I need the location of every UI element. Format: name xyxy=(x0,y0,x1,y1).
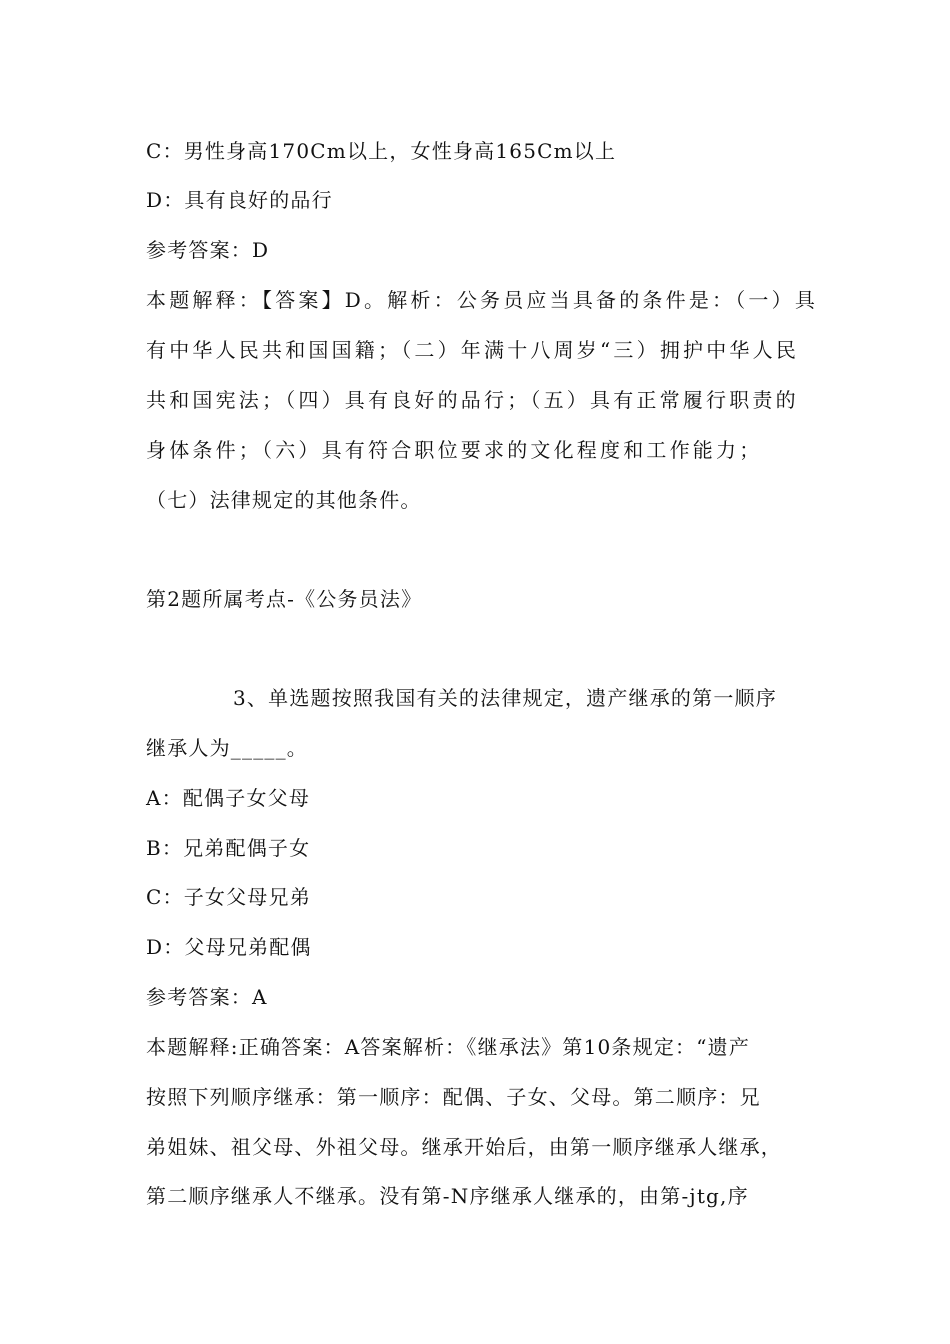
q3-option-c: C：子女父母兄弟 xyxy=(146,885,311,909)
q3-explanation-line: 本题解释:正确答案：A答案解析：《继承法》第10条规定：“遗产 xyxy=(146,1035,751,1059)
q2-option-c: C：男性身高170Cm以上，女性身高165Cm以上 xyxy=(146,139,617,163)
q3-option-a: A：配偶子女父母 xyxy=(146,786,311,810)
q2-answer: 参考答案：D xyxy=(146,238,270,262)
q3-explanation-line: 弟姐妹、祖父母、外祖父母。继承开始后，由第一顺序继承人继承， xyxy=(146,1135,782,1159)
q3-option-b: B：兄弟配偶子女 xyxy=(146,836,311,860)
q2-explanation-line: （七）法律规定的其他条件。 xyxy=(146,488,422,512)
q2-topic: 第2题所属考点-《公务员法》 xyxy=(146,587,423,611)
q2-option-d: D：具有良好的品行 xyxy=(146,188,333,212)
q3-explanation-line: 按照下列顺序继承：第一顺序：配偶、子女、父母。第二顺序：兄 xyxy=(146,1085,761,1109)
q3-option-d: D：父母兄弟配偶 xyxy=(146,935,312,959)
q2-explanation-line: 共和国宪法；（四）具有良好的品行；（五）具有正常履行职责的 xyxy=(146,388,799,412)
q3-question-line: 继承人为_____。 xyxy=(146,736,308,760)
q2-explanation-line: 身体条件；（六）具有符合职位要求的文化程度和工作能力； xyxy=(146,438,763,462)
q3-answer: 参考答案：A xyxy=(146,985,268,1009)
q3-question-line: 3、单选题按照我国有关的法律规定，遗产继承的第一顺序 xyxy=(233,686,777,710)
q3-explanation-line: 第二顺序继承人不继承。没有第-N序继承人继承的，由第-jtg,序 xyxy=(146,1184,749,1208)
q2-explanation-line: 有中华人民共和国国籍；（二）年满十八周岁“三）拥护中华人民 xyxy=(146,338,800,362)
q2-explanation-line: 本题解释：【答案】D。解析：公务员应当具备的条件是：（一）具 xyxy=(146,288,819,312)
